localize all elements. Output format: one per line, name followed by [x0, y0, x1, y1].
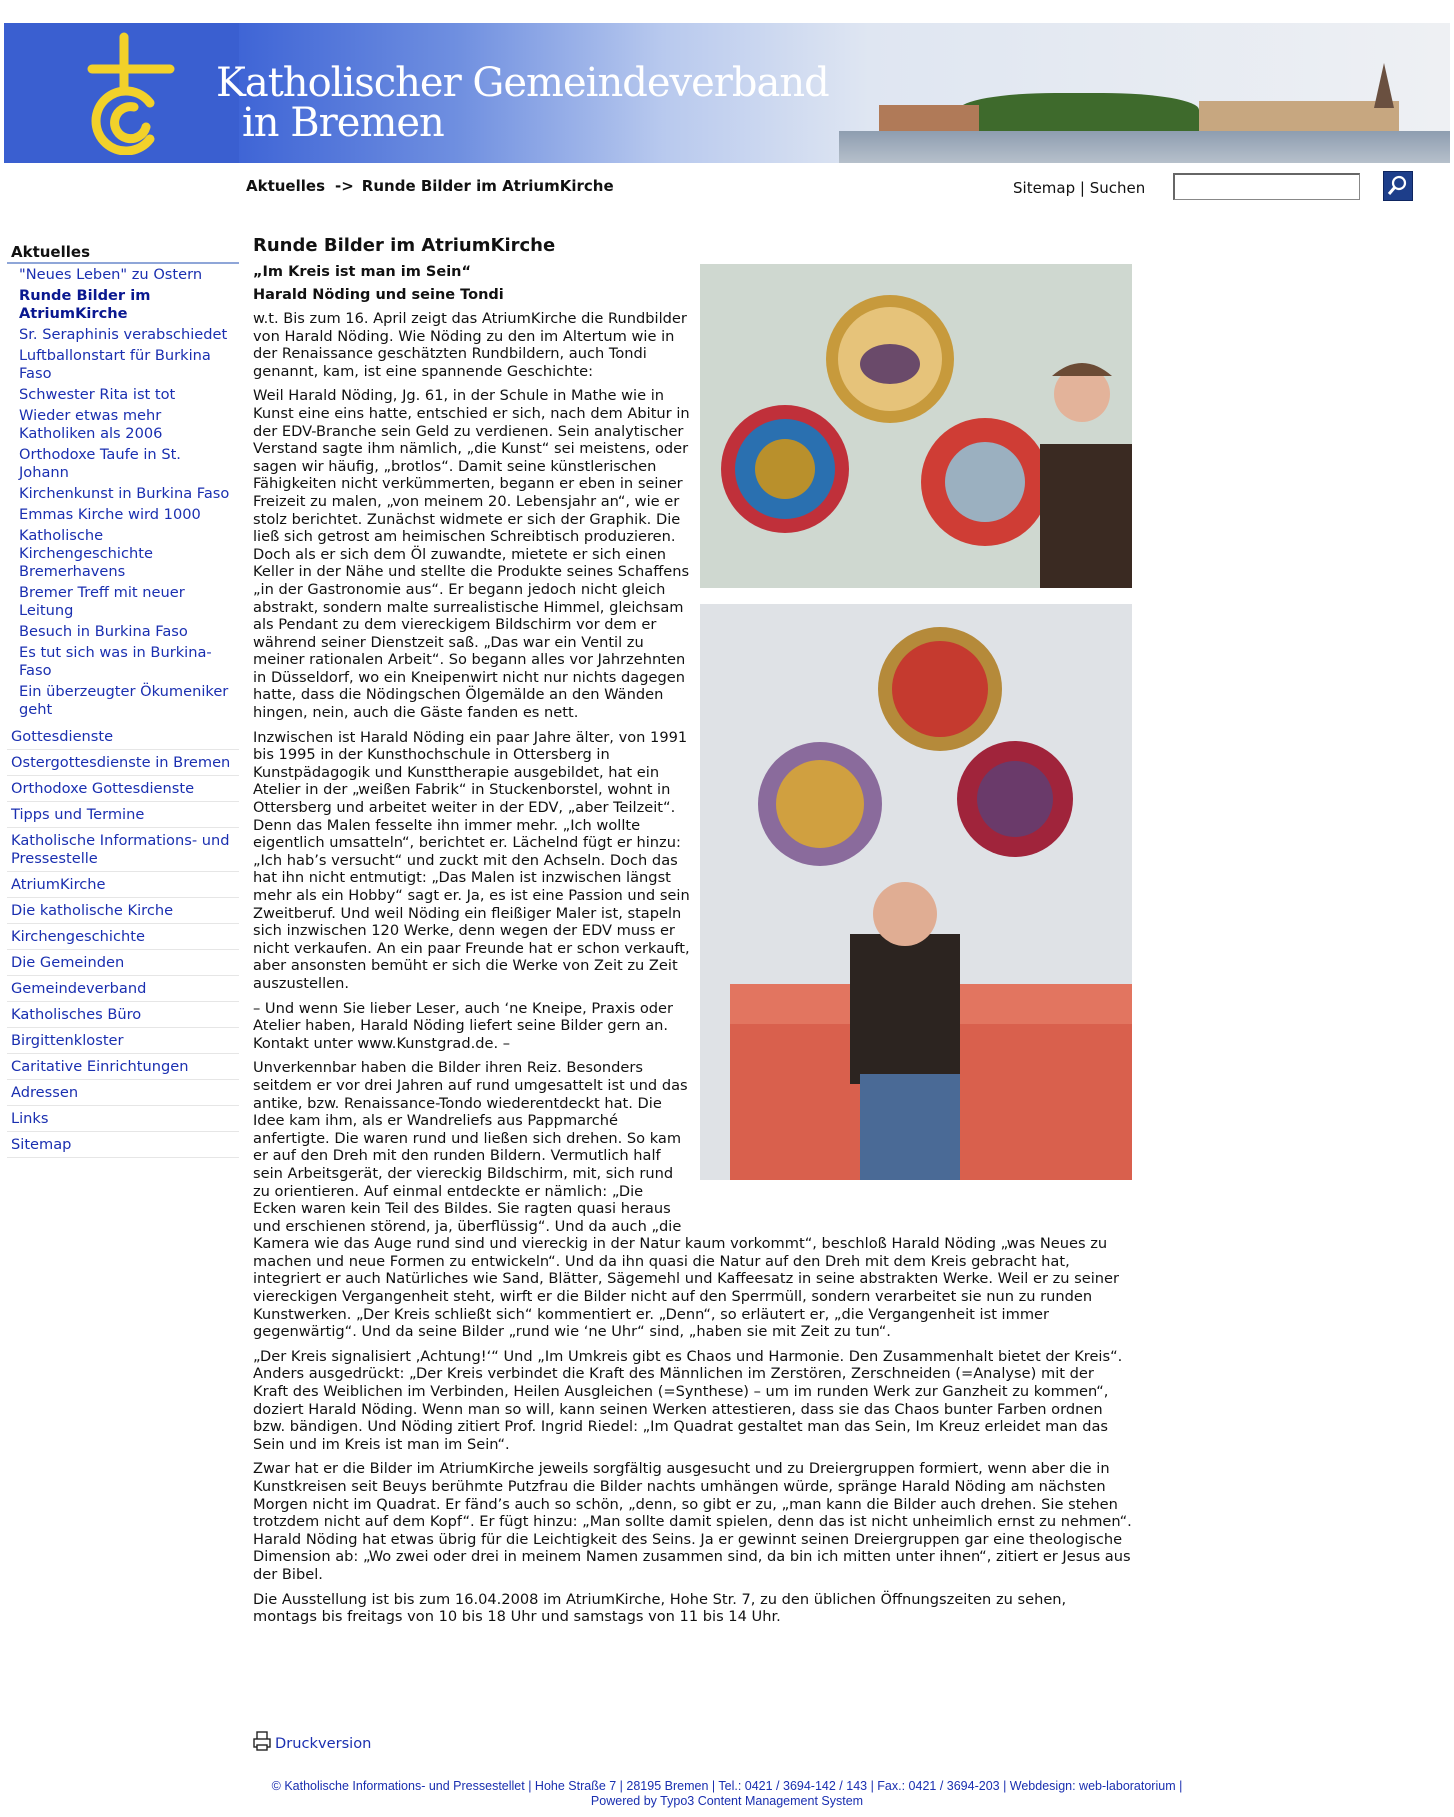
sidebar-subitem[interactable]: Ein überzeugter Ökumeniker geht [19, 683, 229, 718]
top-links [1013, 179, 1145, 197]
article-paragraph: w.t. Bis zum 16. April zeigt das AtriumKirche die Rundbilder von Harald Nöding. Wie Nöding zu den im Altertum wie in der Renaissance geschätzten Rundbildern, auch Tondi genannt, kam, ist eine spannende Geschichte: [253, 310, 687, 380]
sidebar-mainnav [7, 724, 239, 1158]
site-title-line2: in Bremen [242, 100, 444, 146]
sidebar-subitem[interactable]: Wieder etwas mehr Katholiken als 2006 [19, 407, 163, 442]
search-link[interactable]: Suchen [1089, 179, 1146, 197]
sidebar-item[interactable]: Gemeindeverband [7, 976, 239, 1002]
article-paragraph: „Der Kreis signalisiert ‚Achtung!‘“ Und „Im Umkreis gibt es Chaos und Harmonie. Den Zusammenhalt bietet der Kreis“. Anders ausgedrückt: „Der Kreis verbindet die Kraft des Männlichen im Zerstören, Zerschneiden (=Analyse) mit der Kraft des Weiblichen im Verbinden, Heilen Ausgleichen (=Synthese) – um im runden Werk zur Ganzheit zu kommen“, doziert Harald Nöding. Wenn man so will, kann seinen Werken attestieren, dass sie das Chaos bunter Farben ordnen bzw. bändigen. Und Nöding zitiert Prof. Ingrid Riedel: „Im Quadrat gestaltet man das Sein, Im Kreuz erleidet man das Sein und im Kreis ist man im Sein“. [253, 1347, 1123, 1453]
article-paragraph: Unverkennbar haben die Bilder ihren Reiz. Besonders seitdem er vor drei Jahren auf rund umgesattelt ist und das antike, bzw. Renaissance-Tondo wiederentdeckt hat. Die Idee kam ihm, als er Wandreliefs aus Pappmarché anfertigte. Die waren rund und ließen sich drehen. So kam er auf den Dreh mit den runden Bildern. Vermutlich half sein Arbeitsgerät, der viereckig Bildschirm, mit, sich rund zu orientieren. Auf einmal entdeckte er nämlich: „Die Ecken waren kein Teil des Bildes. Sie ragten quasi heraus und erschienen störend, ja, überflüssig“. Und da auch „die Kamera wie das Auge rund sind und viereckig in der Natur kaum vorkommt“, beschloß Harald Nöding „was Neues zu machen und neue Formen zu entwickeln“. Und da ihn quasi die Natur auf den Dreh mit dem Kreis gebracht hat, integriert er auch Natürliches wie Sand, Blätter, Sägemehl und Kaffeesatz in seine abstrakten Werke. Weil er zu seiner viereckigen Vergangenheit steht, wirft er die Bilder nicht auf den Sperrmüll, sondern verarbeitet sie nun zu runden Kunstwerken. „Der Kreis schließt sich“ kommentiert er. „Denn“, so erläutert er, „die Vergangenheit ist immer gegenwärtig“. Und da seine Bilder „rund wie ‘ne Uhr“ sind, „haben sie mit Zeit zu tun“. [253, 1059, 1119, 1341]
article-paragraph: Inzwischen ist Harald Nöding ein paar Jahre älter, von 1991 bis 1995 in der Kunsthochschule in Ottersberg in Kunstpädagogik und Kunsttherapie ausgebildet, hat ein Atelier in der „weißen Fabrik“ in Stuckenborstel, wohnt in Ottersberg und arbeitet weiter in der EDV, „aber Teilzeit“. Denn das Malen fesselte ihn immer mehr. „Ich wollte eigentlich umsatteln“, berichtet er. Lächelnd fügt er hinzu: „Ich hab’s versucht“ und zuckt mit den Achseln. Doch das hat ihn nicht entmutigt: „Das Malen ist inzwischen längst mehr als ein Hobby“ sagt er. Ja, es ist eine Passion und sein Zweitberuf. Und weil Nöding ein fleißiger Maler ist, stapeln sich inzwischen 120 Werke, denn wegen der EDV muss er nicht verkaufen. An ein paar Freunde hat er schon verkauft, aber ansonsten bemüht er sich die Werke von Zeit zu Zeit auszustellen. [253, 728, 690, 992]
artist-on-sofa-photo [700, 604, 1132, 1180]
sidebar-subitem[interactable]: Emmas Kirche wird 1000 [19, 506, 201, 523]
sidebar-subitem[interactable]: Orthodoxe Taufe in St. Johann [19, 446, 181, 481]
page-title: Runde Bilder im AtriumKirche [253, 235, 556, 256]
article-subtitle-quote: „Im Kreis ist man im Sein“ [253, 264, 472, 280]
search-button[interactable] [1383, 171, 1413, 201]
footer [0, 1779, 1454, 1809]
sidebar-item[interactable]: Adressen [7, 1080, 239, 1106]
footer-powered-by[interactable]: Powered by Typo3 Content Management System [590, 1794, 864, 1808]
sidebar-item[interactable]: Ostergottesdienste in Bremen [7, 750, 239, 776]
article-paragraph: Die Ausstellung ist bis zum 16.04.2008 im AtriumKirche, Hohe Str. 7, zu den üblichen Öffnungszeiten zu sehen, montags bis freitags von 10 bis 18 Uhr und samstags von 11 bis 14 Uhr. [253, 1590, 1067, 1626]
magnifier-icon [1384, 172, 1412, 200]
sidebar-heading[interactable]: Aktuelles [7, 243, 239, 264]
sidebar-subitem[interactable]: Kirchenkunst in Burkina Faso [19, 485, 230, 502]
site-title-line1: Katholischer Gemeindeverband [216, 60, 829, 106]
sidebar-subitem[interactable]: Bremer Treff mit neuer Leitung [19, 584, 185, 619]
sidebar-subitem[interactable]: Runde Bilder im AtriumKirche [19, 287, 151, 322]
breadcrumb [246, 177, 614, 195]
breadcrumb-current: Runde Bilder im AtriumKirche [361, 177, 614, 195]
sidebar-item[interactable]: AtriumKirche [7, 872, 239, 898]
sidebar-item[interactable]: Gottesdienste [7, 724, 239, 750]
print-version-link[interactable] [253, 1731, 371, 1752]
article-paragraph: Zwar hat er die Bilder im AtriumKirche jeweils sorgfältig ausgesucht und zu Dreiergruppen formiert, wenn aber die in Kunstkreisen seit Beuys berühmte Putzfrau die Bilder nachts umhängen würde, spränge Harald Nöding am nächsten Morgen nicht im Quadrat. Er fänd’s auch so schön, „denn, so gibt er zu, „man kann die Bilder auch drehen. Sie stehen trotzdem nicht auf dem Kopf“. Er fügt hinzu: „Man sollte damit spielen, denn das ist nicht unheimlich ernst zu nehmen“. Harald Nöding hat etwas übrig für die Leichtigkeit des Seins. Ja er gewinnt seinen Dreiergruppen gar eine theologische Dimension ab: „Wo zwei oder drei in meinem Namen zusammen sind, da bin ich mitten unter ihnen“, zitiert er Jesus aus der Bibel. [253, 1460, 1132, 1583]
sidebar-item[interactable]: Katholische Informations- und Pressestelle [7, 828, 239, 872]
sidebar-item[interactable]: Caritative Einrichtungen [7, 1054, 239, 1080]
sitemap-link[interactable]: Sitemap [1013, 179, 1076, 197]
toplinks-divider: | [1079, 179, 1085, 197]
search-input[interactable] [1173, 173, 1360, 200]
sidebar-item[interactable]: Birgittenkloster [7, 1028, 239, 1054]
print-version-label[interactable]: Druckversion [275, 1735, 372, 1752]
header-banner [4, 23, 1450, 163]
logo-icon[interactable] [74, 31, 184, 155]
printer-icon [253, 1731, 271, 1751]
footer-contact: © Katholische Informations- und Pressestellet | Hohe Straße 7 | 28195 Bremen | Tel.: 0421 / 3694-142 / 143 | Fax.: 0421 / 3694-203 | Webdesign: web-laboratorium | [271, 1779, 1183, 1793]
sidebar-subitem[interactable]: Sr. Seraphinis verabschiedet [19, 326, 228, 343]
sidebar-nav [7, 243, 239, 1158]
sidebar-item[interactable]: Die Gemeinden [7, 950, 239, 976]
site-title [216, 60, 829, 146]
sidebar-item[interactable]: Orthodoxe Gottesdienste [7, 776, 239, 802]
article-paragraph: – Und wenn Sie lieber Leser, auch ‘ne Kneipe, Praxis oder Atelier haben, Harald Nöding liefert seine Bilder gern an. Kontakt unter www.Kunstgrad.de. – [253, 999, 674, 1052]
sidebar-subitem[interactable]: Besuch in Burkina Faso [19, 623, 188, 640]
sidebar-subitem[interactable]: Schwester Rita ist tot [19, 386, 176, 403]
sidebar-subitem[interactable]: Es tut sich was in Burkina-Faso [19, 644, 212, 679]
sidebar-subnav [7, 264, 239, 720]
sidebar-subitem[interactable]: "Neues Leben" zu Ostern [19, 266, 203, 283]
sidebar-item[interactable]: Katholisches Büro [7, 1002, 239, 1028]
article-paragraph: Weil Harald Nöding, Jg. 61, in der Schule in Mathe wie in Kunst eine eins hatte, entschied er sich, nach dem Abitur in der EDV-Branche sein Geld zu verdienen. Sein analytischer Verstand sagte ihm nämlich, „die Kunst“ sei meistens, oder sagen wir häufig, „brotlos“. Damit seine künstlerischen Fähigkeiten nicht verkümmerten, begann er eben in seiner Freizeit zu malen, „von meinem 20. Lebensjahr an“, wie er stolz berichtet. Zunächst widmete er sich der Graphik. Die ließ sich getrost am heimischen Schreibtisch produzieren. Doch als er sich dem Öl zuwandte, mietete er sich einen Keller in der Nähe und stellte die Produkte seines Schaffens „in der Gastronomie aus“. Er begann jedoch nicht gleich abstrakt, sondern malte surrealistische Himmel, gleichsam als Pendant zu dem viereckigem Bildschirm vor dem er während seiner Dienstzeit saß. „Das war ein Ventil zu meiner rationalen Arbeit“. So begann alles vor Jahrzehnten in Düsseldorf, wo ein Kneipenwirt nicht nur nichts dagegen hatte, dass die Nödingschen Ölgemälde an den Wänden hingen, nein, auch die Gäste fanden es nett. [253, 387, 690, 722]
breadcrumb-separator: -> [335, 177, 354, 195]
breadcrumb-parent[interactable]: Aktuelles [246, 177, 325, 195]
sidebar-item[interactable]: Sitemap [7, 1132, 239, 1158]
sidebar-item[interactable]: Tipps und Termine [7, 802, 239, 828]
article-subtitle: Harald Nöding und seine Tondi [253, 287, 504, 303]
sidebar-item[interactable]: Kirchengeschichte [7, 924, 239, 950]
artist-with-tondi-photo [700, 264, 1132, 588]
sidebar-subitem[interactable]: Luftballonstart für Burkina Faso [19, 347, 211, 382]
sidebar-item[interactable]: Links [7, 1106, 239, 1132]
sidebar-item[interactable]: Die katholische Kirche [7, 898, 239, 924]
sidebar-subitem[interactable]: Katholische Kirchengeschichte Bremerhavens [19, 527, 153, 580]
